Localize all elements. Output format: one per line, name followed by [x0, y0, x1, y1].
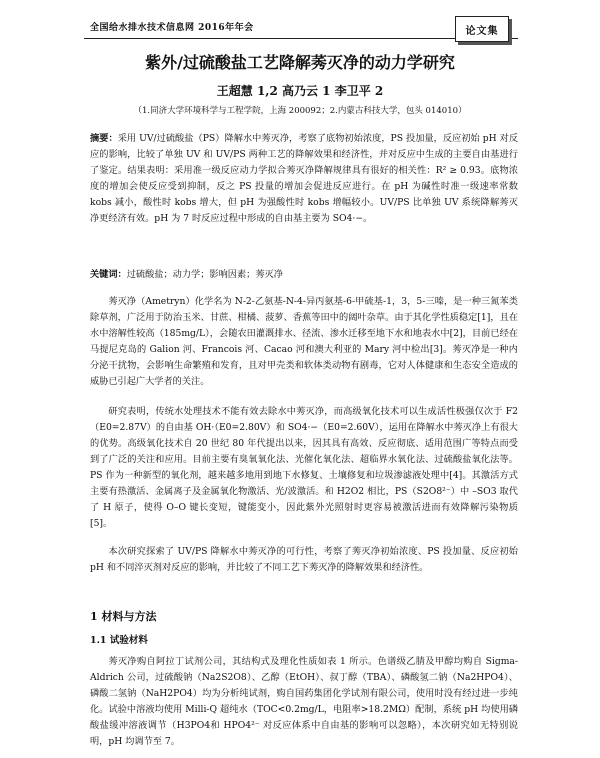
- section-tag-box: [455, 16, 509, 42]
- section-tag-label: 论文集: [465, 25, 499, 37]
- materials-paragraph: 莠灭净购自阿拉丁试剂公司，其结构式及理化性质如表 1 所示。色谱级乙腈及甲醇均购自 Sigma-Aldrich 公司，过硫酸钠（Na2S2O8）、乙醇（EtOH）、叔丁醇（TBA）、磷酸氢二钠（Na2HPO4）、磷酸二氢钠（NaH2PO4）均为分析纯试剂，购自国药集团化学试剂有限公司，使用时没有经过进一步纯化。试验中溶液均使用 Milli-Q 超纯水（TOC<0.2mg/L，电阻率>18.2MΩ）配制，系统 pH 均使用磷酸盐缓冲溶液调节（H3PO4和 HPO4²⁻ 对反应体系中自由基的影响可以忽略），本次研究如无特别说明，pH 均调节至 7。: [90, 656, 518, 747]
- keywords-label: 关键词：: [90, 269, 127, 280]
- abstract-label: 摘要：: [90, 133, 118, 144]
- keywords-text: 过硫酸盐；动力学；影响因素；莠灭净: [126, 269, 283, 280]
- abstract-text: 采用 UV/过硫酸盐（PS）降解水中莠灭净，考察了底物初始浓度，PS 投加量，反应初始 pH 对反应的影响，比较了单独 UV 和 UV/PS 两种工艺的降解效果和经济性，并对反应中生成的主要自由基进行了鉴定。结果表明：采用准一级反应动力学拟合莠灭净降解规律具有很好的相关性：R² ≥ 0.93。底物浓度的增加会使反应受到抑制，反之 PS 投量的增加会促进反应进行。在 pH 为碱性时准一级速率常数 kobs 减小，酸性时 kobs 增大，但 pH 为强酸性时 kobs 增幅较小。UV/PS 比单独 UV 系统降解莠灭净更经济有效。pH 为 7 时反应过程中形成的自由基主要为 SO4·−。: [90, 133, 519, 224]
- intro-paragraph-3: 本次研究探索了 UV/PS 降解水中莠灭净的可行性，考察了莠灭净初始浓度、PS 投加量、反应初始 pH 和不同淬灭剂对反应的影响，并比较了不同工艺下莠灭净的降解效果和经济性。: [90, 546, 518, 573]
- abstract: [90, 131, 518, 261]
- section-heading: 1 材料与方法: [90, 610, 157, 623]
- intro-paragraph-2: 研究表明，传统水处理技术不能有效去除水中莠灭净，而高级氧化技术可以生成活性极强仅次于 F2（E0=2.87V）的自由基 OH·（E0=2.80V）和 SO4·−（E0=2.60V），运用在降解水中莠灭净上有很大的优势。高级氧化技术自 20 世纪 80 年代提出以来，因其具有高效、反应彻底、适用范围广等特点而受到了广泛的关注和应用。目前主要有臭氧氧化法、光催化氧化法、超临界水氧化法、过硫酸盐氧化法等。PS 作为一种新型的氧化剂，越来越多地用到地下水修复、土壤修复和垃圾渗滤液处理中[4]。其激活方式主要有热激活、金属离子及金属氧化物激活、光/波激活。和 H2O2 相比，PS（S2O8²⁻）中 –SO3 取代了 H 原子，使得 O–O 键长变短，键能变小，因此紫外光照射时更容易被激活进而有效降解污染物质[5]。: [90, 406, 518, 529]
- intro-paragraph-1: 莠灭净（Ametryn）化学名为 N-2-乙氨基-N-4-异丙氨基-6-甲硫基-1，3，5-三嗪，是一种三氮苯类除草剂，广泛用于防治玉米、甘蔗、柑橘、菠萝、香蕉等田中的阔叶杂草。由于其化学性质稳定[1]，且在水中溶解性较高（185mg/L），会随农田灌溉排水、径流、渗水迁移至地下水和地表水中[2]，目前已经在马提尼克岛的 Galion 河、Francois 河、Cacao 河和澳大利亚的 Mary 河中检出[3]。莠灭净是一种内分泌干扰物，会影响生命繁殖和发育，且对甲壳类和软体类动物有剧毒，它对人体健康和生态安全造成的威胁已引起广大学者的关注。: [90, 296, 518, 387]
- paper-title: 紫外/过硫酸盐工艺降解莠灭净的动力学研究: [145, 53, 455, 72]
- subsection-heading: 1.1 试验材料: [90, 635, 148, 646]
- author-list: 王超慧 1,2 高乃云 1 李卫平 2: [216, 84, 384, 98]
- header-rule: [84, 38, 518, 39]
- affiliation: （1.同济大学环境科学与工程学院，上海 200092；2.内蒙古科技大学，包头 014010）: [133, 106, 467, 116]
- keywords: [90, 267, 518, 283]
- running-header: 全国给水排水技术信息网 2016年年会: [90, 23, 254, 33]
